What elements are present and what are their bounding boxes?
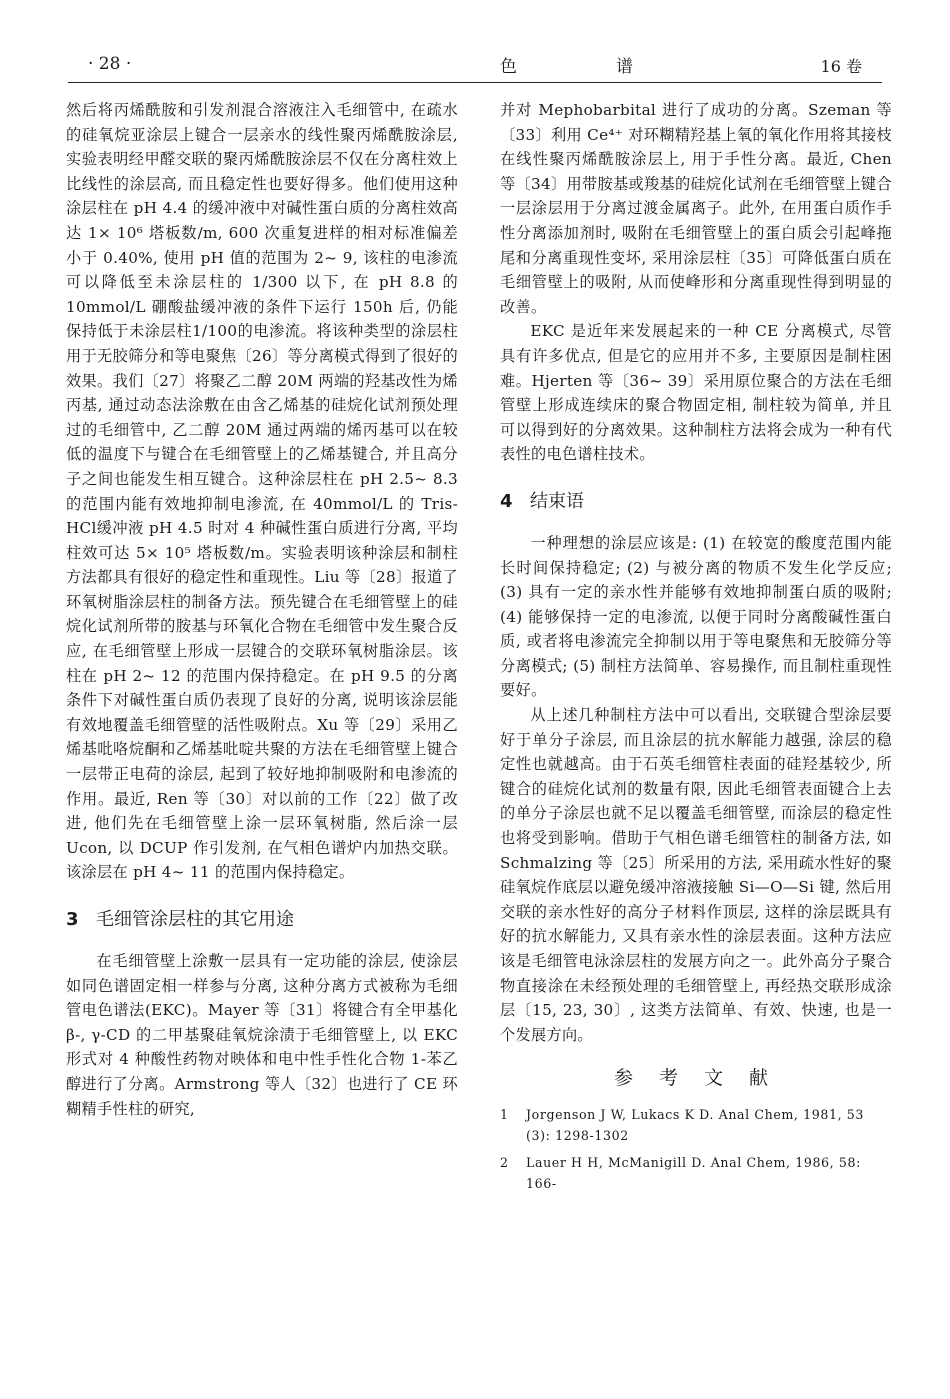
right-column xyxy=(500,98,892,1200)
header-rule xyxy=(68,82,882,83)
references-heading: 参 考 文 献 xyxy=(613,1067,779,1090)
paragraph-conclusion: 从上述几种制柱方法中可以看出, 交联键合型涂层要好于单分子涂层, 而且涂层的抗水解能力越强, 涂层的稳定性也就越高。由于石英毛细管柱表面的硅羟基较少, 所键合的硅烷化试剂的数量有限, 因此毛细管表面键合上去的单分子涂层也就不足以覆盖毛细管壁, 而涂层的稳定性也将受到影响。借助于气相色谱毛细管柱的制备方法, 如 Schmalzing 等〔25〕所采用的方法, 采用疏水性好的聚硅氧烷作底层以避免缓冲溶液接触 Si—O—Si 键, 然后用交联的亲水性好的高分子材料作顶层, 这样的涂层既具有好的抗水解能力, 又具有亲水性的涂层表面。这种方法应该是毛细管电泳涂层柱的发展方向之一。此外高分子聚合物直接涂在未经预处理的毛细管壁上, 再经热交联形成涂层〔15, 23, 30〕, 这类方法简单、有效、快速, 也是一个发展方向。 xyxy=(500,706,892,1044)
paragraph-ideal-coating: 一种理想的涂层应该是: (1) 在较宽的酸度范围内能长时间保持稳定; (2) 与被分离的物质不发生化学反应; (3) 具有一定的亲水性并能够有效地抑制蛋白质的吸附; (4) 能够保持一定的电渗流, 以便于同时分离酸碱性蛋白质, 或者将电渗流完全抑制以用于等电聚焦和无胶筛分等分离模式; (5) 制柱方法简单、容易操作, 而且制柱重现性要好。 xyxy=(500,533,892,700)
section-title: 毛细管涂层柱的其它用途 xyxy=(96,909,294,930)
paragraph-ekc-intro: 在毛细管壁上涂敷一层具有一定功能的涂层, 使涂层如同色谱固定相一样参与分离, 这种分离方式被称为毛细管电色谱法(EKC)。Mayer 等〔31〕将键合有全甲基化 β-, γ-CD 的二甲基聚硅氧烷涂渍于毛细管壁上, 以 EKC 形式对 4 种酸性药物对映体和电中性手性化合物 1-苯乙醇进行了分离。Armstrong 等人〔32〕也进行了 CE 环糊精手性柱的研究, xyxy=(66,952,458,1118)
section-4-heading xyxy=(500,489,892,515)
reference-number: 2 xyxy=(500,1155,509,1171)
journal-title-part1: 色 xyxy=(500,57,517,77)
volume-label: 16 卷 xyxy=(820,57,862,76)
reference-number: 1 xyxy=(500,1107,509,1123)
left-column xyxy=(66,98,458,1121)
running-header xyxy=(68,50,882,80)
section-title: 结束语 xyxy=(530,490,584,512)
paragraph-chiral-separation: 并对 Mephobarbital 进行了成功的分离。Szeman 等〔33〕利用 Ce⁴⁺ 对环糊精羟基上氧的氧化作用将其接枝在线性聚丙烯酰胺涂层上, 用于手性分离。最近, Chen 等〔34〕用带胺基或羧基的硅烷化试剂在毛细管壁上键合一层涂层用于分离过渡金属离子。此外, 在用蛋白质作手性分离添加剂时, 吸附在毛细管壁上的蛋白质会引起峰拖尾和分离重现性变坏, 采用涂层柱〔35〕可降低蛋白质在毛细管壁上的吸附, 从而使峰形和分离重现性得到明显的改善。 xyxy=(500,101,892,316)
paragraph-ekc-summary: EKC 是近年来发展起来的一种 CE 分离模式, 尽管具有许多优点, 但是它的应用并不多, 主要原因是制柱困难。Hjerten 等〔36~ 39〕采用原位聚合的方法在毛细管壁上形成连续床的聚合物固定相, 制柱较为简单, 并且可以得到好的分离效果。这种制柱方法将会成为一种有代表性的电色谱柱技术。 xyxy=(500,322,892,464)
reference-text: Lauer H H, McManigill D. Anal Chem, 1986, 58: 166- xyxy=(526,1155,861,1192)
paragraph-coating-methods: 然后将丙烯酰胺和引发剂混合溶液注入毛细管中, 在疏水的硅氧烷亚涂层上键合一层亲水的线性聚丙烯酰胺涂层, 实验表明经甲醛交联的聚丙烯酰胺涂层不仅在分离柱效上比线性的涂层高, 而且稳定性也要好得多。他们使用这种涂层柱在 pH 4.4 的缓冲液中对碱性蛋白质的分离柱效高达 1× 10⁶ 塔板数/m, 600 次重复进样的相对标准偏差小于 0.40%, 使用 pH 值的范围为 2~ 9, 该柱的电渗流可以降低至未涂层柱的 1/300 以下, 在 pH 8.8 的 10mmol/L 硼酸盐缓冲液的条件下运行 150h 后, 仍能保持低于未涂层柱1/100的电渗流。将该种类型的涂层柱用于无胶筛分和等电聚焦〔26〕等分离模式得到了很好的效果。我们〔27〕将聚乙二醇 20M 两端的羟基改性为烯丙基, 通过动态法涂敷在由含乙烯基的硅烷化试剂预处理过的毛细管中, 乙二醇 20M 通过两端的烯丙基可以在较低的温度下与键合在毛细管壁上的乙烯基键合, 并且高分子之间也能发生相互键合。这种涂层柱在 pH 2.5~ 8.3 的范围内能有效地抑制电渗流, 在 40mmol/L 的 Tris-HCl缓冲液 pH 4.5 时对 4 种碱性蛋白质进行分离, 平均柱效可达 5× 10⁵ 塔板数/m。实验表明该种涂层和制柱方法都具有很好的稳定性和重现性。Liu 等〔28〕报道了环氧树脂涂层柱的制备方法。预先键合在毛细管壁上的硅烷化试剂所带的胺基与环氧化合物在毛细管中发生聚合反应, 在毛细管壁上形成一层键合的交联环氧树脂涂层。该柱在 pH 2~ 12 的范围内保持稳定。在 pH 9.5 的分离条件下对碱性蛋白质仍表现了良好的分离, 说明该涂层能有效地覆盖毛细管壁的活性吸附点。Xu 等〔29〕采用乙烯基吡咯烷酮和乙烯基吡啶共聚的方法在毛细管壁上键合一层带正电荷的涂层, 起到了较好地抑制吸附和电渗流的作用。最近, Ren 等〔30〕对以前的工作〔22〕做了改进, 他们先在毛细管壁上涂一层环氧树脂, 然后涂一层 Ucon, 以 DCUP 作引发剂, 在气相色谱炉内加热交联。该涂层在 pH 4~ 11 的范围内保持稳定。 xyxy=(66,101,458,882)
section-number: 3 xyxy=(66,909,79,930)
reference-text: Jorgenson J W, Lukacs K D. Anal Chem, 1981, 53 (3): 1298-1302 xyxy=(526,1107,865,1144)
page-number: · 28 · xyxy=(88,54,132,74)
section-number: 4 xyxy=(500,490,513,512)
reference-item xyxy=(500,1104,892,1146)
section-3-heading xyxy=(66,907,458,933)
journal-title-part2: 谱 xyxy=(616,57,633,77)
reference-item xyxy=(500,1152,892,1194)
